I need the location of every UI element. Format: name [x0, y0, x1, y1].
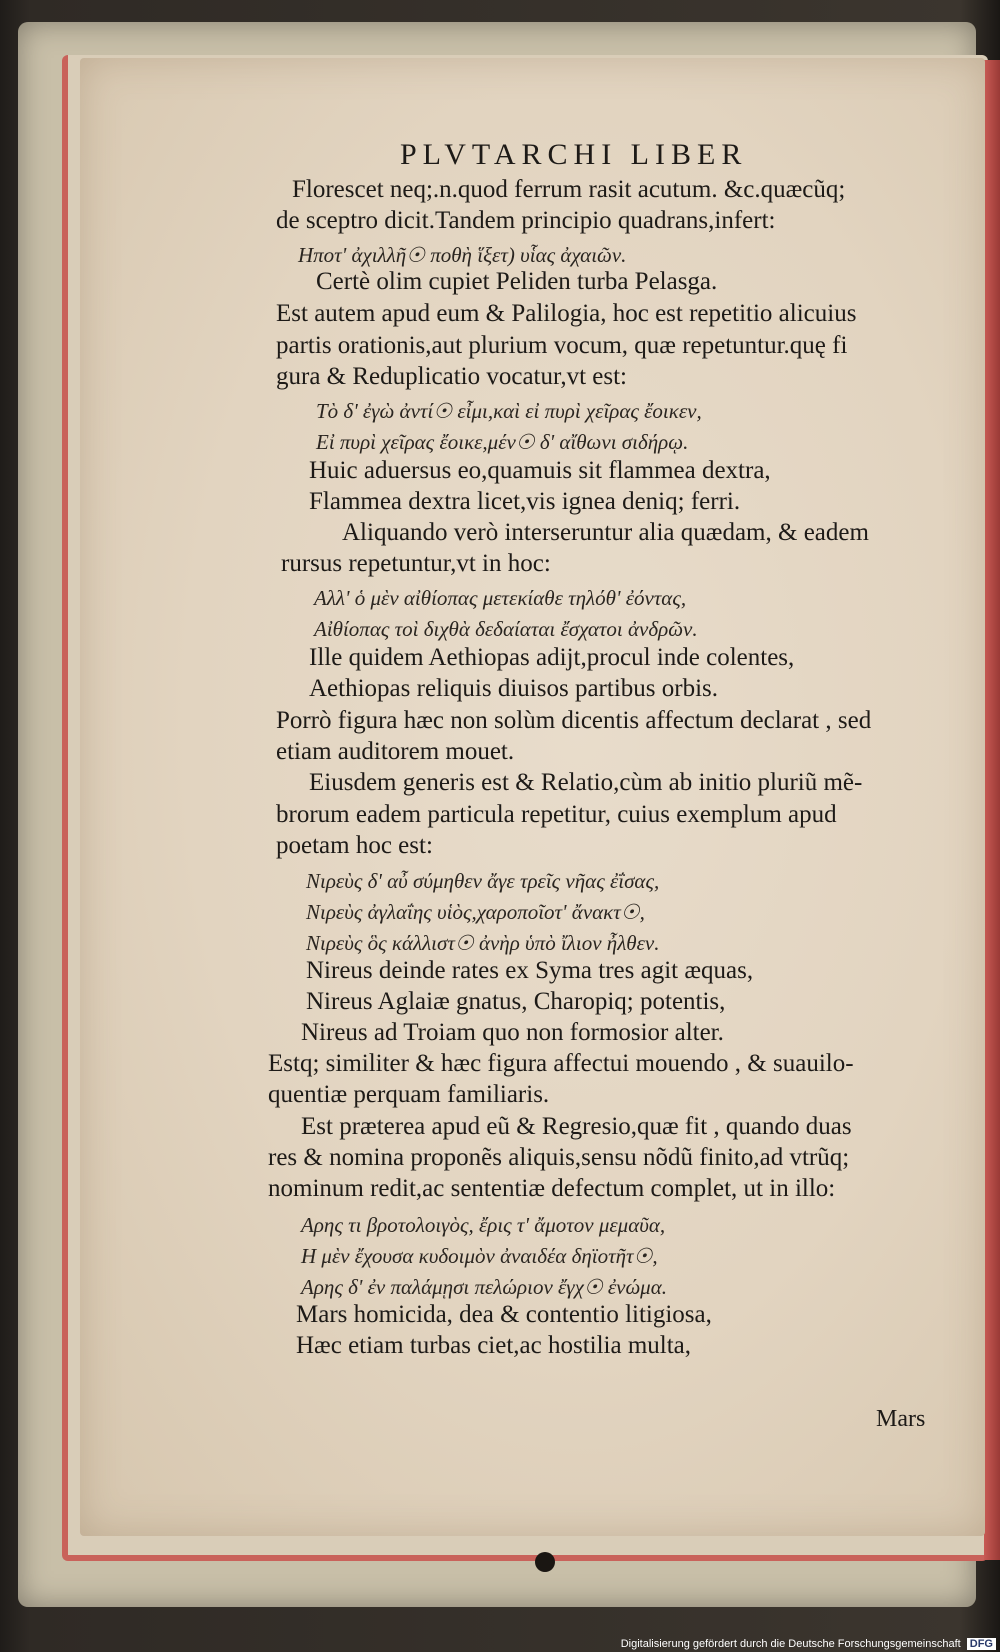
text-line: Est præterea apud eũ & Regresio,quæ fit , quando duas: [301, 1113, 852, 1140]
facing-page-edge: [984, 60, 1000, 1560]
text-line: quentiæ perquam familiaris.: [268, 1081, 550, 1108]
text-line: de sceptro dicit.Tandem principio quadrans,infert:: [276, 207, 776, 234]
text-line: poetam hoc est:: [276, 832, 433, 859]
running-header: PLVTARCHI LIBER: [400, 138, 748, 171]
text-line: rursus repetuntur,vt in hoc:: [281, 550, 551, 577]
text-line: Nireus deinde rates ex Syma tres agit æquas,: [306, 957, 754, 984]
text-line: Aethiopas reliquis diuisos partibus orbis.: [309, 675, 718, 702]
credit-text: Digitalisierung gefördert durch die Deutsche Forschungsgemeinschaft: [620, 1638, 961, 1650]
binding-hole: [535, 1552, 555, 1572]
text-line: brorum eadem particula repetitur, cuius exemplum apud: [276, 801, 837, 828]
text-line: Estq; similiter & hæc figura affectui mouendo , & suauilo-: [268, 1050, 854, 1077]
dfg-logo: DFG: [967, 1638, 996, 1650]
text-line: etiam auditorem mouet.: [276, 738, 515, 765]
greek-line: Νιρεὺς ὃς κάλλιστ☉ ἀνὴρ ὑπὸ ἴλιον ἦλθεν.: [306, 931, 660, 955]
text-line: Nireus ad Troiam quo non formosior alter.: [301, 1019, 724, 1046]
greek-line: Αἰθίοπας τοὶ διχθὰ δεδαίαται ἔσχατοι ἀνδρῶν.: [314, 617, 698, 641]
digitization-credit: [621, 1638, 996, 1650]
text-line: Aliquando verò interseruntur alia quædam, & eadem: [342, 519, 869, 546]
text-line: Huic aduersus eo,quamuis sit flammea dextra,: [309, 457, 771, 484]
text-line: Hæc etiam turbas ciet,ac hostilia multa,: [296, 1332, 692, 1359]
text-line: Nireus Aglaiæ gnatus, Charopiq; potentis,: [306, 988, 726, 1015]
greek-line: Ηποτ' ἀχιλλῆ☉ ποθὴ ἵξετ) υἷας ἀχαιῶν.: [298, 243, 627, 267]
greek-line: Τὸ δ' ἐγὼ ἀντί☉ εἶμι,καὶ εἰ πυρὶ χεῖρας ἔοικεν,: [316, 399, 702, 423]
text-line: res & nomina proponẽs aliquis,sensu nõdũ finito,ad vtrũq;: [268, 1144, 850, 1171]
text-line: partis orationis,aut plurium vocum, quæ repetuntur.quę fi: [276, 332, 848, 359]
greek-line: Αλλ' ὁ μὲν αἰθίοπας μετεκίαθε τηλόθ' ἐόντας,: [314, 586, 687, 610]
text-line: nominum redit,ac sententiæ defectum complet, ut in illo:: [268, 1175, 836, 1202]
text-line: gura & Reduplicatio vocatur,vt est:: [276, 363, 627, 390]
text-line: Flammea dextra licet,vis ignea deniq; ferri.: [309, 488, 741, 515]
text-line: Mars homicida, dea & contentio litigiosa,: [296, 1301, 712, 1328]
text-line: Florescet neq;.n.quod ferrum rasit acutum. &c.quæcũq;: [292, 176, 846, 203]
text-line: Est autem apud eum & Palilogia, hoc est repetitio alicuius: [276, 300, 857, 327]
greek-line: Νιρεὺς δ' αὖ σύμηθεν ἄγε τρεῖς νῆας ἐΐσας,: [306, 869, 660, 893]
greek-line: Εἰ πυρὶ χεῖρας ἔοικε,μέν☉ δ' αἴθωνι σιδήρῳ.: [316, 430, 689, 454]
text-line: Porrò figura hæc non solùm dicentis affectum declarat , sed: [276, 707, 872, 734]
greek-line: Αρης δ' ἐν παλάμῃσι πελώριον ἔγχ☉ ἐνώμα.: [301, 1275, 667, 1299]
greek-line: Νιρεὺς ἀγλαΐης υἱὸς,χαροποῖοτ' ἄνακτ☉,: [306, 900, 645, 924]
greek-line: Η μὲν ἔχουσα κυδοιμὸν ἀναιδέα δηϊοτῆτ☉,: [301, 1244, 658, 1268]
greek-line: Αρης τι βροτολοιγὸς, ἔρις τ' ἄμοτον μεμαῦα,: [301, 1213, 666, 1237]
catchword: Mars: [876, 1406, 926, 1432]
text-line: Eiusdem generis est & Relatio,cùm ab initio pluriũ mẽ-: [309, 769, 863, 796]
text-line: Certè olim cupiet Peliden turba Pelasga.: [316, 268, 718, 295]
text-line: Ille quidem Aethiopas adijt,procul inde colentes,: [309, 644, 795, 671]
